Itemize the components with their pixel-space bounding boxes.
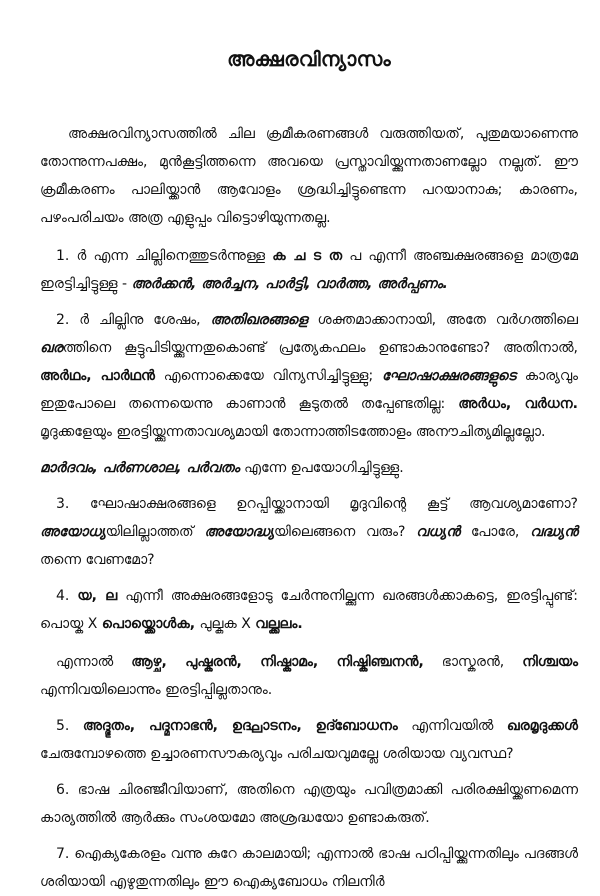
paragraph-rule-7: 7. ഐക്യകേരളം വന്നു കുറേ കാലമായി; എന്നാൽ ഭാഷ പഠിപ്പിയ്ക്കുന്നതിലും പദങ്ങൾ ശരിയായി എഴുതുന്നതിലും ഈ ഐക്യബോധം നിലനിർ xyxy=(40,846,578,890)
rule-1-text-a: 1. ർ എന്ന ചില്ലിനെത്തുടർന്നുള്ള xyxy=(56,248,266,264)
rule-2-text-b: ശക്തമാക്കാനായി, അതേ വർഗത്തിലെ xyxy=(317,312,578,328)
rule-4-letters: യ, ല xyxy=(77,588,118,604)
paragraph-rule-1 xyxy=(40,242,578,298)
rule-1-letters: ക ച ട ത xyxy=(272,248,343,264)
rule-3-word-ayodhya: അയോധ്യ xyxy=(40,524,106,540)
aazhcha-text-a: എന്നാൽ xyxy=(56,654,114,670)
rule-5-text-a: 5. xyxy=(56,718,70,734)
rule-2-word-artham: അർഥം, പാർഥൻ xyxy=(40,368,155,384)
aazhcha-words: ആഴ്ച, പുഷ്കരൻ, നിഷ്കാമം, നിഷ്കിഞ്ചനൻ, xyxy=(131,654,424,670)
rule-5-text-b: എന്നിവയിൽ xyxy=(411,718,494,734)
paragraph-rule-2 xyxy=(40,306,578,446)
rule-1-text-b: പ എന്നീ അഞ്ചക്ഷരങ്ങളെ മാത്രമേ ഇരട്ടിച്ചിട്ടുള്ളു - xyxy=(40,248,578,292)
page-title: അക്ഷരവിന്യാസം xyxy=(227,47,391,71)
rule-2-text-a: 2. ർ ചില്ലിനു ശേഷം, xyxy=(56,312,201,328)
rule-2-text-c: ത്തിനെ കൂട്ടുപിടിയ്ക്കുന്നതുകൊണ്ട് പ്രത്യേകഫലം ഉണ്ടാകാനുണ്ടോ? അതിനാൽ, xyxy=(62,340,578,356)
aazhcha-text-b: ഭാസ്കരൻ, xyxy=(441,654,505,670)
rule-2-text-f: മൃദുക്കളേയും ഇരട്ടിയ്ക്കുന്നതാവശ്യമായി തോന്നാത്തിടത്തോളം അനൗചിത്യമില്ലല്ലോ. xyxy=(40,424,546,440)
rule-4-text-a: 4. xyxy=(56,588,70,604)
rule-4-text-c: പുല്കുക X xyxy=(199,616,251,632)
aazhcha-word-nishchayam: നിശ്ചയം xyxy=(522,654,578,670)
rule-4-word-valkkalam: വല്ക്കലം. xyxy=(255,616,303,632)
paragraph-aazhcha xyxy=(40,648,578,704)
rule-4-text-b: എന്നീ അക്ഷരങ്ങളോടു ചേർന്നുനില്ക്കുന്ന ഖരങ്ങൾക്കാകട്ടെ, ഇരട്ടിപ്പുണ്ട്: പൊയ്ക X xyxy=(40,588,579,632)
rule-2-word-ghosham: ഘോഷാക്ഷരങ്ങളുടെ xyxy=(381,368,516,384)
mardavam-text: എന്നേ ഉപയോഗിച്ചിട്ടുള്ളു. xyxy=(244,460,404,476)
rule-3-text-e: തന്നെ വേണമോ? xyxy=(40,552,155,568)
paragraph-mardavam xyxy=(40,454,578,482)
rule-3-text-c: യിലെങ്ങനെ വരും? xyxy=(274,524,406,540)
rule-5-words: അദ്ഭുതം, പദ്മനാഭൻ, ഉദ്ഘാടനം, ഉദ്ബോധനം xyxy=(82,718,398,734)
aazhcha-text-c: എന്നിവയിലൊന്നും ഇരട്ടിപ്പില്ലതാനും. xyxy=(40,682,273,698)
rule-3-text-a: 3. ഘോഷാക്ഷരങ്ങളെ ഉറപ്പിയ്ക്കാനായി മൃദുവിന്റെ കൂട്ട് ആവശ്യമാണോ? xyxy=(56,496,578,512)
rule-2-text-e: കാര്യവും ഇതുപോലെ തന്നെയെന്നു കാണാൻ കൂടുതൽ തപ്പേണ്ടതില്ല: xyxy=(40,368,579,412)
rule-2-word-athikharam: അതിഖരങ്ങളെ xyxy=(210,312,308,328)
rule-3-text-d: പോരേ, xyxy=(470,524,520,540)
rule-3-text-b: യിലില്ലാത്തത് xyxy=(105,524,194,540)
paragraph-rule-3 xyxy=(40,490,578,574)
rule-1-examples: അർക്കൻ, അർച്ചന, പാർട്ടി, വാർത്ത, അർപ്പണം. xyxy=(131,276,448,292)
paragraph-rule-6: 6. ഭാഷ ചിരഞ്ജീവിയാണ്, അതിനെ എത്രയും പവിത്രമാക്കി പരിരക്ഷിയ്ക്കണമെന്ന കാര്യത്തിൽ ആർക്കും സംശയമോ അശ്രദ്ധയോ ഉണ്ടാകരുത്. xyxy=(40,782,578,826)
mardavam-examples: മാർദവം, പർണശാല, പർവതം xyxy=(40,460,240,476)
rule-5-word-kharamrudukkal: ഖരമൃദുക്കൾ xyxy=(506,718,578,734)
paragraph-rule-4 xyxy=(40,582,578,638)
paragraph-intro: അക്ഷരവിന്യാസത്തിൽ ചില ക്രമീകരണങ്ങൾ വരുത്തിയത്, പുതുമയാണെന്നു തോന്നുന്നപക്ഷം, മുൻകൂട്ടിത്തന്നെ അവയെ പ്രസ്താവിയ്ക്കുന്നതാണല്ലോ നല്ലത്. ഈ ക്രമീകരണം പാലിയ്ക്കാൻ ആവോളം ശ്രദ്ധിച്ചിട്ടുണ്ടെന്ന പറയാനാകു; കാരണം, പഴംപരിചയം അത്ര എളുപ്പം വിട്ടൊഴിയുന്നതല്ല. xyxy=(40,126,578,226)
rule-3-word-vaddhyan: വദ്ധ്യൻ xyxy=(530,524,579,540)
rule-4-word-poykkolka: പൊയ്ക്കൊൾക, xyxy=(101,616,196,632)
rule-2-word-kharam: ഖര xyxy=(40,340,63,356)
paragraph-rule-5 xyxy=(40,712,578,768)
rule-5-text-c: ചേരുമ്പോഴത്തെ ഉച്ചാരണസൗകര്യവും പരിചയവുമല്ലേ ശരിയായ വ്യവസ്ഥ? xyxy=(40,746,514,762)
rule-2-word-ardham: അർധം, വർധന. xyxy=(458,396,578,412)
rule-3-word-vadhyan: വധ്യൻ xyxy=(416,524,461,540)
rule-3-word-ayoddhya: അയോദ്ധ്യ xyxy=(204,524,274,540)
rule-2-text-d: എന്നൊക്കെയേ വിന്യസിച്ചിട്ടുള്ളു; xyxy=(163,368,374,384)
